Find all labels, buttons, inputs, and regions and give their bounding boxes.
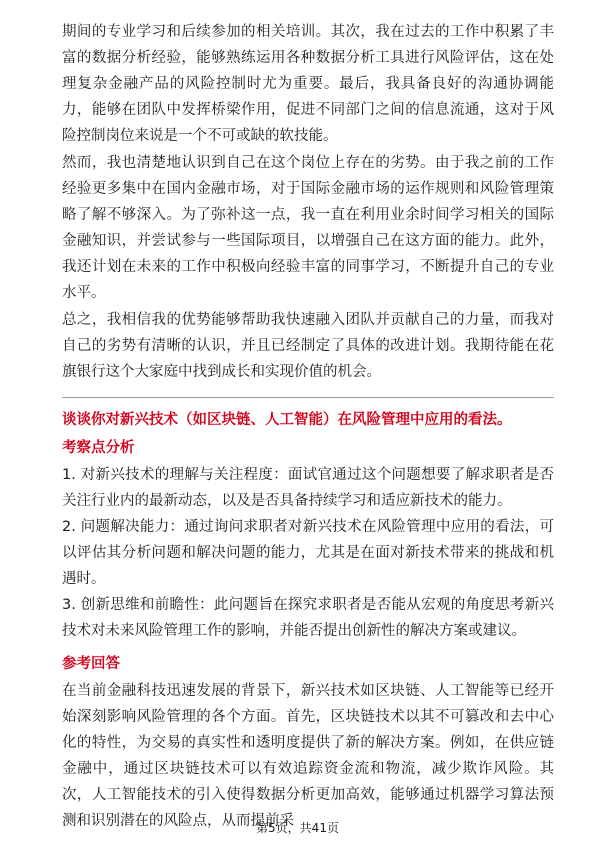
answer-paragraph: 在当前金融科技迅速发展的背景下，新兴技术如区块链、人工智能等已经开始深刻影响风险管理的各个方面。首先，区块链技术以其不可篡改和去中心化的特性，为交易的真实性和透明度提供了新的解决方案。例如，在供应链金融中，通过区块链技术可以有效追踪资金流和物流，减少欺诈风险。其次，人工智能技术的引入使得数据分析更加高效，能够通过机器学习算法预测和识别潜在的风险点，从而提前采	[62, 683, 554, 829]
assessment-heading: 考察点分析	[62, 440, 135, 456]
intro-paragraph: 总之，我相信我的优势能够帮助我快速融入团队并贡献自己的力量，而我对自己的劣势有清晰的认识，并且已经制定了具体的改进计划。我期待能在花旗银行这个大家庭中找到成长和实现价值的机会。	[62, 312, 554, 380]
assessment-point: 3. 创新思维和前瞻性：此问题旨在探究求职者是否能从宏观的角度思考新兴技术对未来风险管理工作的影响，并能否提出创新性的解决方案或建议。	[62, 597, 554, 639]
interview-question: 谈谈你对新兴技术（如区块链、人工智能）在风险管理中应用的看法。	[62, 412, 512, 428]
page-content	[62, 19, 554, 834]
section-divider	[62, 397, 554, 398]
assessment-point: 2. 问题解决能力：通过询问求职者对新兴技术在风险管理中应用的看法，可以评估其分析问题和解决问题的能力，尤其是在面对新技术带来的挑战和机遇时。	[62, 519, 554, 587]
intro-paragraph: 然而，我也清楚地认识到自己在这个岗位上存在的劣势。由于我之前的工作经验更多集中在国内金融市场，对于国际金融市场的运作规则和风险管理策略了解不够深入。为了弥补这一点，我一直在利用业余时间学习相关的国际金融知识，并尝试参与一些国际项目，以增强自己在这方面的能力。此外，我还计划在未来的工作中积极向经验丰富的同事学习，不断提升自己的专业水平。	[62, 155, 554, 301]
intro-paragraph: 期间的专业学习和后续参加的相关培训。其次，我在过去的工作中积累了丰富的数据分析经验，能够熟练运用各种数据分析工具进行风险评估，这在处理复杂金融产品的风险控制时尤为重要。最后，我具备良好的沟通协调能力，能够在团队中发挥桥梁作用，促进不同部门之间的信息流通，这对于风险控制岗位来说是一个不可或缺的软技能。	[62, 24, 554, 144]
page-number-footer: 第5页，共41页	[256, 821, 339, 835]
assessment-point: 1. 对新兴技术的理解与关注程度：面试官通过这个问题想要了解求职者是否关注行业内的最新动态，以及是否具备持续学习和适应新技术的能力。	[62, 467, 554, 509]
answer-heading: 参考回答	[62, 656, 120, 672]
